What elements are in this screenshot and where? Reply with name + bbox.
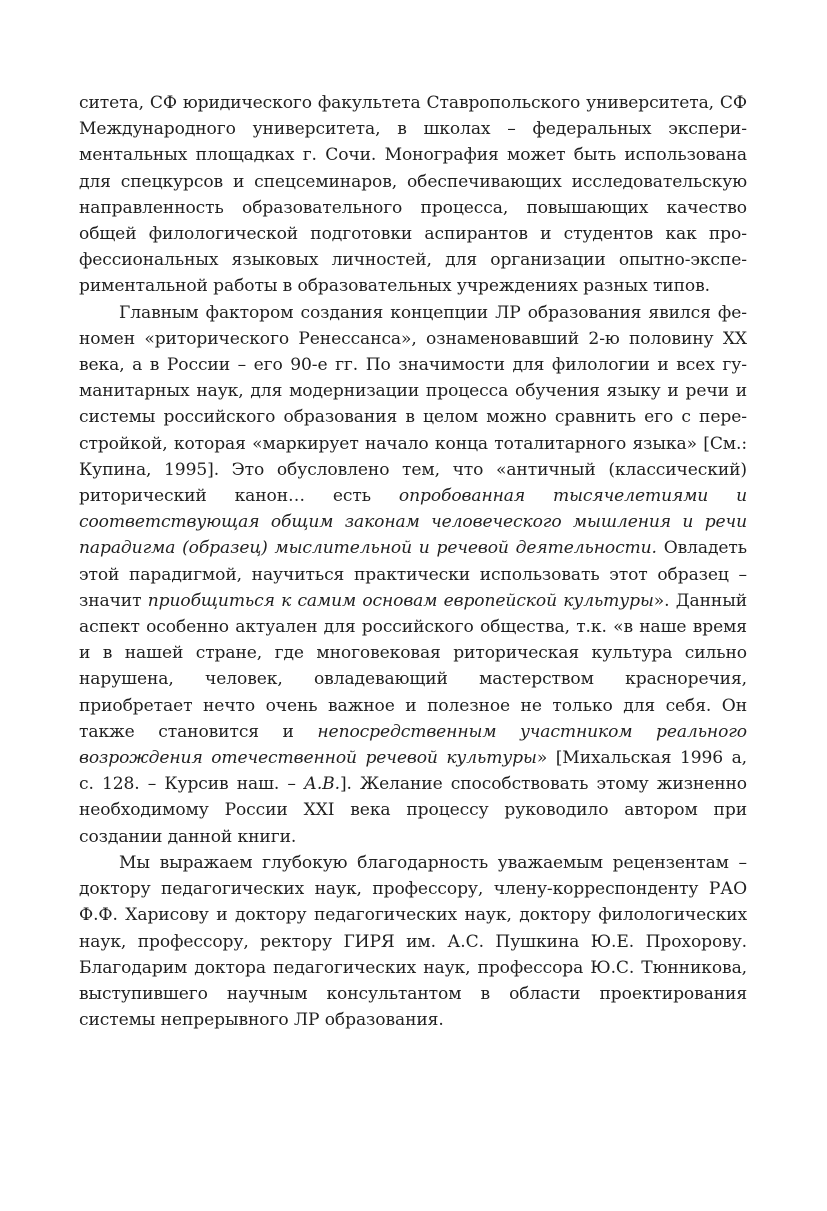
text-segment: ]. Желание способствовать этому жизненно необходимому России XXI века процессу руководило автором при создании данной книги.: [79, 774, 747, 847]
document-page: [79, 90, 747, 1033]
italic-text-segment: А.В.: [304, 774, 340, 795]
paragraph-2: [79, 300, 747, 850]
paragraph-3: [79, 850, 747, 1033]
text-segment: Главным фактором создания концепции ЛР образования явился феномен «риторического Ренессанса», ознаменовавший 2-ю половину XX века, а в России – его 90-е гг. По значимости для филологии и всех гуманитарных наук, для модернизации процесса обучения языку и речи и системы российского образования в целом можно сравнить его с перестройкой, которая «маркирует начало конца тоталитарного языка» [См.: Купина, 1995]. Это обусловлено тем, что «античный (классический) риторический канон… есть: [79, 302, 747, 507]
text-segment: ». Данный аспект особенно актуален для российского общества, т.к. «в наше время и в нашей стране, где многовековая риторическая культура сильно нарушена, человек, овладевающий мастерством красноречия, приобретает нечто очень важное и полезное не только для себя. Он также становится и: [79, 590, 747, 742]
paragraph-1: [79, 90, 747, 300]
text-segment: ситета, СФ юридического факультета Ставропольского университета, СФ Международного университета, в школах – федеральных экспериментальных площадках г. Сочи. Монография может быть использована для спецкурсов и спецсеминаров, обеспечивающих исследовательскую направленность образовательного процесса, повышающих качество общей филологической подготовки аспирантов и студентов как профессиональных языковых личностей, для организации опытно-экспериментальной работы в образовательных учреждениях разных типов.: [79, 93, 747, 297]
text-segment: » [Михальская 1996 а, с. 128. – Курсив наш. –: [79, 748, 747, 795]
text-segment: Мы выражаем глубокую благодарность уважаемым рецензентам – доктору педагогических наук, профессору, члену-корреспонденту РАО Ф.Ф. Харисову и доктору педагогических наук, доктору филологических наук, профессору, ректору ГИРЯ им. А.С. Пушкина Ю.Е. Прохорову. Благодарим доктора педагогических наук, профессора Ю.С. Тюнникова, выступившего научным консультантом в области проектирования системы непрерывного ЛР образования.: [79, 852, 747, 1031]
italic-text-segment: опробованная тысячелетиями и соответствующая общим законам человеческого мышления и речи парадигма (образец) мыслительной и речевой деятельности.: [79, 486, 747, 559]
italic-text-segment: непосредственным участником реального возрождения отечественной речевой культуры: [79, 721, 748, 769]
text-segment: Овладеть этой парадигмой, научиться практически использовать этот образец – значит: [79, 538, 747, 611]
italic-text-segment: приобщиться к самим основам европейской культуры: [147, 590, 654, 611]
